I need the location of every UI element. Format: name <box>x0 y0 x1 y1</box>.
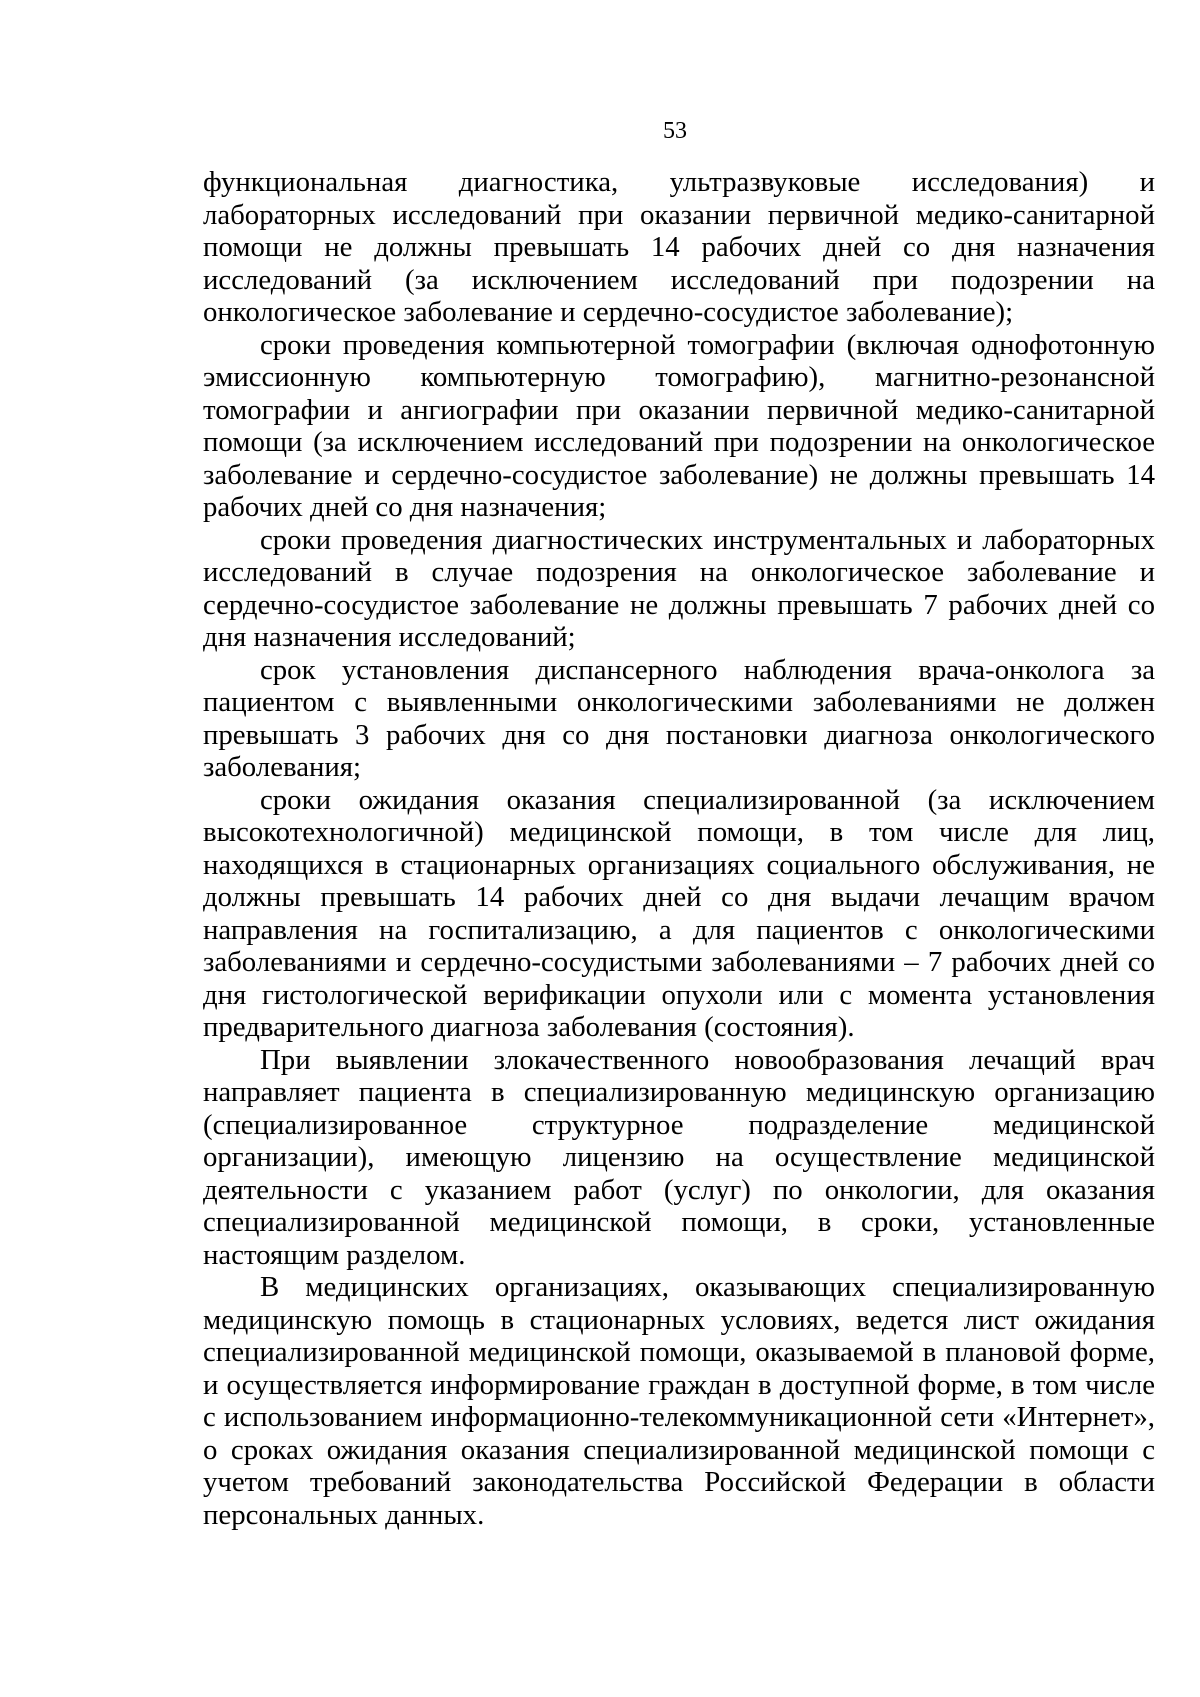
paragraph-malignancy-referral: При выявлении злокачественного новообразования лечащий врач направляет пациента в специализированную медицинскую организацию (специализированное структурное подразделение медицинской организации), имеющую лицензию на осуществление медицинской деятельности с указанием работ (услуг) по онкологии, для оказания специализированной медицинской помощи, в сроки, установленные настоящим разделом. <box>203 1043 1155 1271</box>
paragraph-ct-mri-deadlines: сроки проведения компьютерной томографии (включая однофотонную эмиссионную компьютерную томографию), магнитно-резонансной томографии и ангиографии при оказании первичной медико-санитарной помощи (за исключением исследований при подозрении на онкологическое заболевание и сердечно-сосудистое заболевание) не должны превышать 14 рабочих дней со дня назначения; <box>203 328 1155 523</box>
paragraph-oncology-diagnostics-deadlines: сроки проведения диагностических инструментальных и лабораторных исследований в случае подозрения на онкологическое заболевание и сердечно-сосудистое заболевание не должны превышать 7 рабочих дней со дня назначения исследований; <box>203 523 1155 653</box>
paragraph-waiting-list: В медицинских организациях, оказывающих специализированную медицинскую помощь в стационарных условиях, ведется лист ожидания специализированной медицинской помощи, оказываемой в плановой форме, и осуществляется информирование граждан в доступной форме, в том числе с использованием информационно-телекоммуникационной сети «Интернет», о сроках ожидания оказания специализированной медицинской помощи с учетом требований законодательства Российской Федерации в области персональных данных. <box>203 1271 1155 1531</box>
paragraph-specialized-care-waiting: сроки ожидания оказания специализированной (за исключением высокотехнологичной) медицинской помощи, в том числе для лиц, находящихся в стационарных организациях социального обслуживания, не должны превышать 14 рабочих дней со дня выдачи лечащим врачом направления на госпитализацию, а для пациентов с онкологическими заболеваниями и сердечно-сосудистыми заболеваниями – 7 рабочих дней со дня гистологической верификации опухоли или с момента установления предварительного диагноза заболевания (состояния). <box>203 783 1155 1043</box>
document-body <box>203 166 1155 1531</box>
page-number: 53 <box>663 118 687 144</box>
paragraph-continuation: функциональная диагностика, ультразвуковые исследования) и лабораторных исследований при оказании первичной медико-санитарной помощи не должны превышать 14 рабочих дней со дня назначения исследований (за исключением исследований при подозрении на онкологическое заболевание и сердечно-сосудистое заболевание); <box>203 166 1155 328</box>
paragraph-dispensary-observation-deadline: срок установления диспансерного наблюдения врача-онколога за пациентом с выявленными онкологическими заболеваниями не должен превышать 3 рабочих дня со дня постановки диагноза онкологического заболевания; <box>203 653 1155 783</box>
